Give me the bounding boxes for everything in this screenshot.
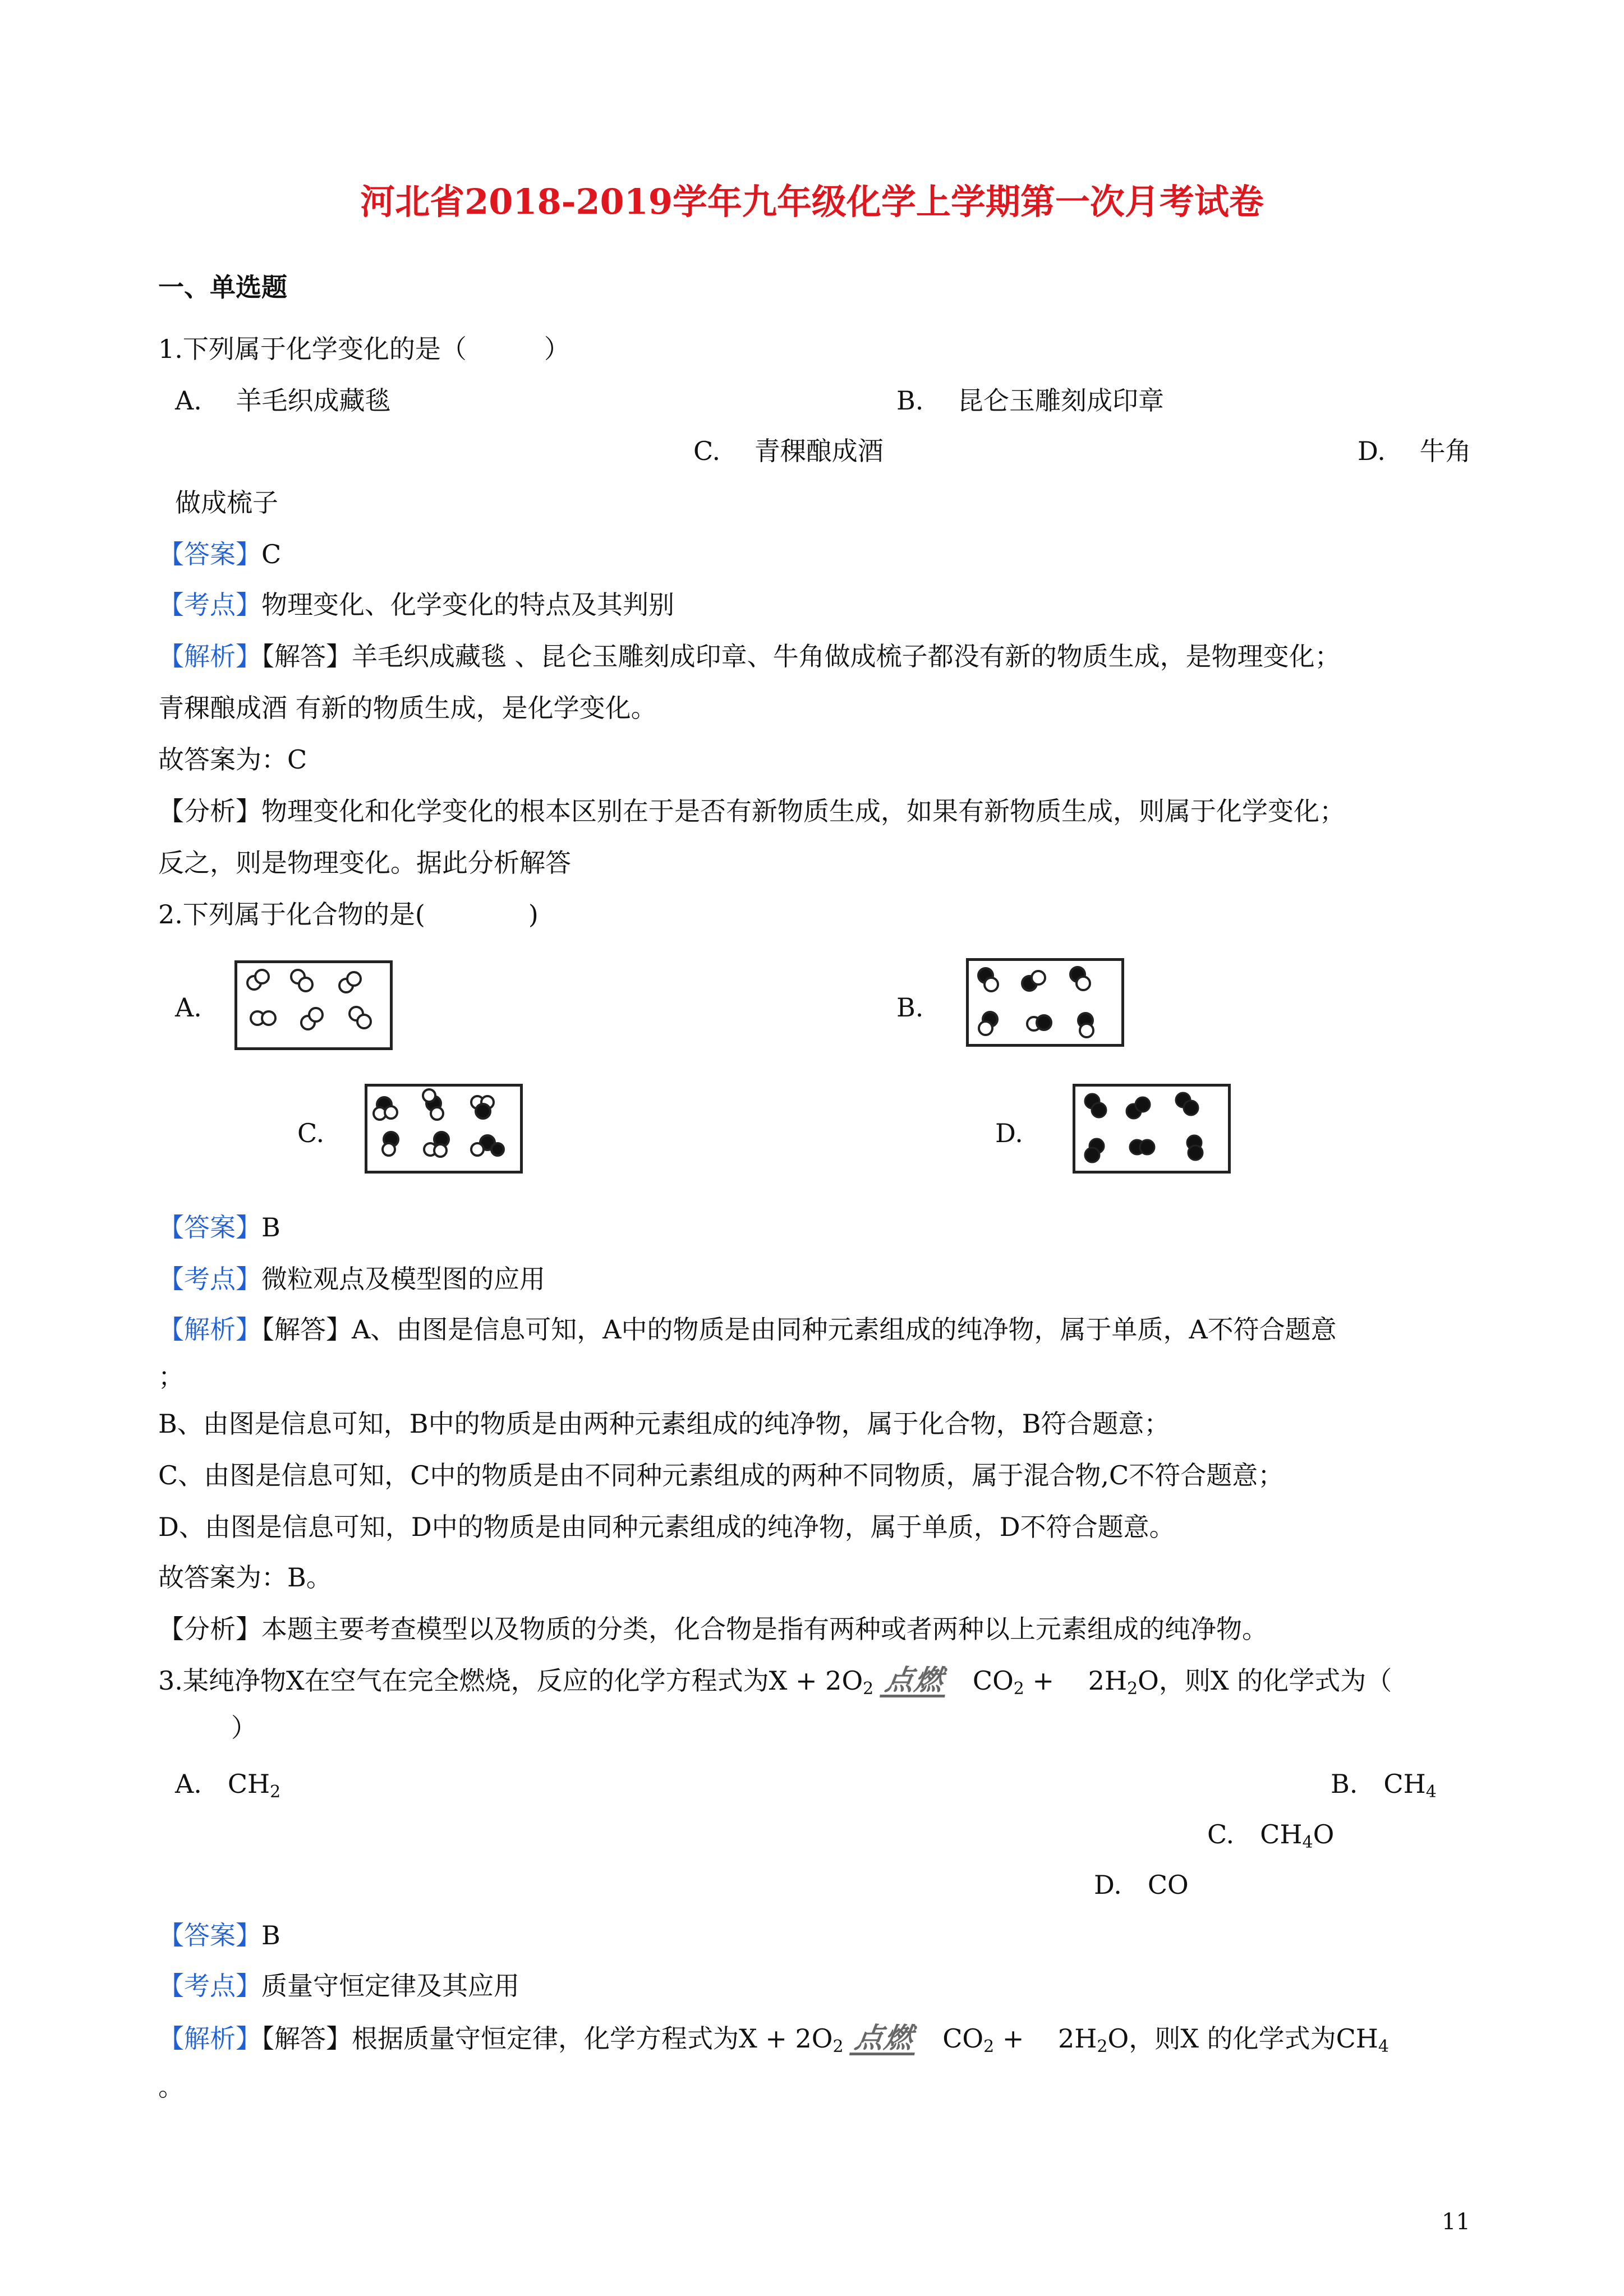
q1-final: 故答案为：C	[158, 744, 307, 775]
answer-value: B	[261, 1212, 280, 1243]
q2-diagram-a	[234, 960, 393, 1050]
q3-point	[158, 1969, 519, 2003]
q1-stem: 1.下列属于化学变化的是（ ）	[158, 334, 570, 364]
q3-stem-tail: O，则X 的化学式为（	[1138, 1665, 1392, 1696]
q1-answer	[158, 537, 281, 571]
q3-option-d: D. CO	[1094, 1870, 1189, 1900]
q2-label-a: A.	[175, 992, 202, 1023]
q3-option-b	[1331, 1767, 1437, 1809]
fenxi-text: 物理变化和化学变化的根本区别在于是否有新物质生成，如果有新物质生成，则属于化学变化；	[261, 796, 1345, 826]
fenxi-tag: 【分析】	[158, 1614, 261, 1644]
point-value: 微粒观点及模型图的应用	[261, 1264, 545, 1294]
q1-fenxi	[158, 794, 1345, 828]
q1-option-d: D. 牛角	[1358, 436, 1471, 466]
q3-stem-text: 3.某纯净物X在空气在完全燃烧，反应的化学方程式为X + 2O	[158, 1665, 863, 1696]
page-number: 11	[1442, 2209, 1470, 2235]
subscript: 2	[270, 1782, 281, 1802]
point-value: 物理变化、化学变化的特点及其判别	[261, 590, 674, 620]
co2-text: CO	[942, 2023, 984, 2054]
q2-label-c: C.	[297, 1118, 325, 1148]
q1-option-a: A. 羊毛织成藏毯	[175, 385, 391, 416]
option-text: A. CH	[175, 1769, 270, 1799]
q2-analysis-semicolon: ；	[158, 1361, 184, 1392]
q1-point	[158, 588, 674, 622]
q3-analysis	[158, 2022, 1389, 2064]
subscript: 2	[1097, 2037, 1108, 2056]
q2-point	[158, 1262, 545, 1296]
subscript: 4	[1425, 1782, 1437, 1802]
subscript: 2	[1127, 1679, 1138, 1699]
q2-label-d: D.	[995, 1118, 1023, 1148]
subscript: 4	[1302, 1833, 1313, 1852]
q2-analysis-c: C、由图是信息可知，C中的物质是由不同种元素组成的两种不同物质，属于混合物,C不符合题意；	[158, 1460, 1284, 1490]
analysis-tag: 【解析】	[158, 2023, 261, 2054]
q2-diagram-c	[365, 1084, 523, 1174]
q2-analysis-b: B、由图是信息可知，B中的物质是由两种元素组成的纯净物，属于化合物，B符合题意；	[158, 1409, 1170, 1439]
point-tag: 【考点】	[158, 1971, 261, 2001]
solve-tag: 【解答】	[261, 641, 352, 671]
analysis-tag: 【解析】	[158, 641, 261, 671]
q1-option-b: B. 昆仑玉雕刻成印章	[896, 385, 1165, 416]
q1-option-d-cont: 做成梳子	[175, 487, 278, 518]
q2-analysis-d: D、由图是信息可知，D中的物质是由同种元素组成的纯净物，属于单质，D不符合题意。	[158, 1512, 1175, 1542]
q2-final: 故答案为：B。	[158, 1562, 332, 1593]
fenxi-text: 本题主要考查模型以及物质的分类，化合物是指有两种或者两种以上元素组成的纯净物。	[261, 1614, 1268, 1644]
q1-analysis-cont: 青稞酿成酒 有新的物质生成，是化学变化。	[158, 693, 657, 723]
subscript: 4	[1378, 2037, 1390, 2056]
page-title: 河北省2018-2019学年九年级化学上学期第一次月考试卷	[360, 181, 1264, 222]
q3-answer	[158, 1918, 280, 1952]
plus-text: + 2H	[994, 2023, 1097, 2054]
q2-diagram-b	[966, 958, 1124, 1047]
q3-stem	[158, 1664, 1392, 1706]
option-text: C. CH	[1207, 1819, 1303, 1849]
q3-option-c	[1207, 1818, 1334, 1860]
section-heading: 一、单选题	[158, 272, 287, 302]
subscript: 2	[983, 2037, 995, 2056]
q3-option-a	[175, 1767, 280, 1809]
q1-option-c: C. 青稞酿成酒	[693, 436, 884, 466]
q1-fenxi-cont: 反之，则是物理变化。据此分析解答	[158, 848, 571, 878]
answer-tag: 【答案】	[158, 1920, 261, 1950]
answer-value: C	[261, 539, 282, 569]
subscript: 2	[1013, 1679, 1024, 1699]
co2-text: CO	[972, 1665, 1014, 1696]
q2-answer	[158, 1211, 280, 1244]
option-text: B. CH	[1331, 1769, 1426, 1799]
solve-tag: 【解答】	[261, 2023, 352, 2054]
q3-analysis-end: 。	[158, 2072, 184, 2102]
analysis-text: 根据质量守恒定律，化学方程式为X + 2O	[352, 2023, 833, 2054]
subscript: 2	[863, 1679, 874, 1699]
analysis-text: A、由图是信息可知，A中的物质是由同种元素组成的纯净物，属于单质，A不符合题意	[352, 1314, 1337, 1345]
subscript: 2	[832, 2037, 844, 2056]
point-value: 质量守恒定律及其应用	[261, 1971, 519, 2001]
answer-tag: 【答案】	[158, 1212, 261, 1243]
analysis-text: 羊毛织成藏毯 、昆仑玉雕刻成印章、牛角做成梳子都没有新的物质生成，是物理变化；	[352, 641, 1341, 671]
q1-analysis	[158, 639, 1341, 673]
analysis-tag: 【解析】	[158, 1314, 261, 1345]
q3-stem-close: ）	[231, 1713, 257, 1743]
q2-label-b: B.	[896, 992, 924, 1023]
q2-diagram-d	[1073, 1084, 1231, 1174]
plus-text: + 2H	[1024, 1665, 1128, 1696]
q2-stem: 2.下列属于化合物的是( )	[158, 899, 539, 930]
condition-ignite: 点燃	[849, 2023, 919, 2055]
point-tag: 【考点】	[158, 590, 261, 620]
option-text-tail: O	[1313, 1819, 1335, 1849]
q2-fenxi	[158, 1612, 1268, 1646]
q2-analysis	[158, 1313, 1337, 1346]
solve-tag: 【解答】	[261, 1314, 352, 1345]
answer-tag: 【答案】	[158, 539, 261, 569]
point-tag: 【考点】	[158, 1264, 261, 1294]
condition-ignite: 点燃	[880, 1665, 949, 1697]
analysis-text-tail: O，则X 的化学式为CH	[1107, 2023, 1378, 2054]
fenxi-tag: 【分析】	[158, 796, 261, 826]
answer-value: B	[261, 1920, 280, 1950]
